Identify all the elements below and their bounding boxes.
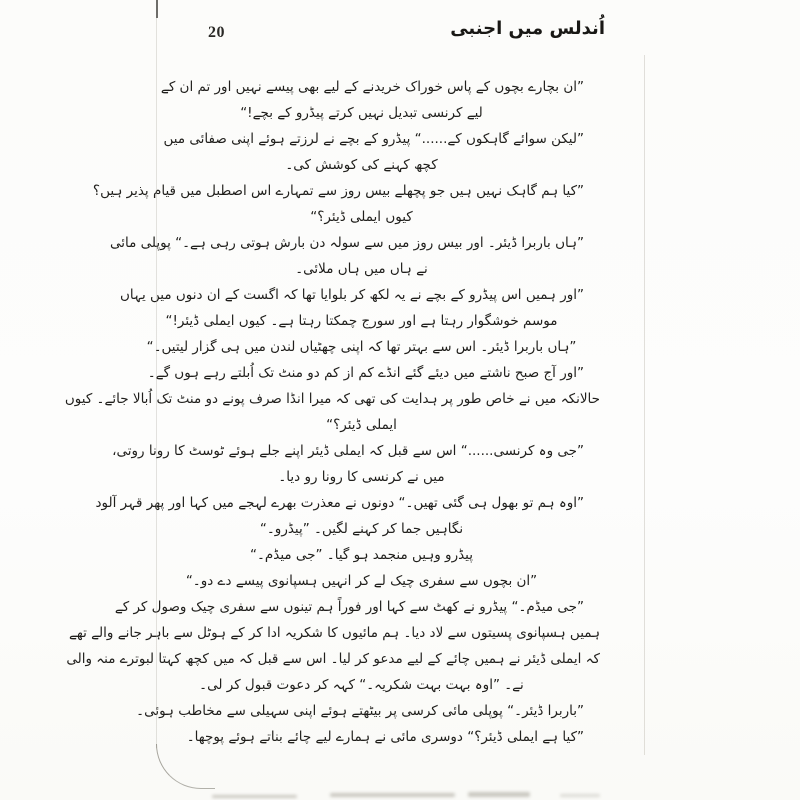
- text-line: نگاہیں جما کر کہنے لگیں۔ ”پیڈرو۔“: [259, 521, 464, 537]
- text-line: کیوں ایملی ڈیئر؟“: [310, 209, 413, 225]
- text-line: ”جی میڈم۔“ پیڈرو نے کھٹ سے کہا اور فوراً ہم تینوں سے سفری چیک وصول کر کے: [114, 599, 584, 615]
- text-line: موسم خوشگوار رہتا ہے اور سورج چمکتا رہتا ہے۔ کیوں ایملی ڈیئر!“: [165, 313, 558, 329]
- text-line: میں نے کرنسی کا رونا رو دیا۔: [278, 469, 445, 485]
- page-body-text: [64, 74, 600, 750]
- text-line: کچھ کہنے کی کوشش کی۔: [285, 157, 438, 173]
- text-line: ”کیا ہے ایملی ڈیئر؟“ دوسری مائی نے ہمارے لیے چائے بناتے ہوئے پوچھا۔: [186, 729, 584, 745]
- text-line: لیے کرنسی تبدیل نہیں کرتے پیڈرو کے بچے!“: [240, 105, 483, 121]
- text-line: ”جی وہ کرنسی......“ اس سے قبل کہ ایملی ڈیئر اپنے جلے ہوئے ٹوسٹ کا رونا روتی،: [112, 443, 584, 459]
- text-line: نے۔ ”اوہ بہت بہت شکریہ۔“ کہہ کر دعوت قبول کر لی۔: [199, 677, 524, 693]
- text-line: ایملی ڈیئر؟“: [326, 417, 397, 433]
- text-line: حالانکہ میں نے خاص طور پر ہدایت کی تھی کہ میرا انڈا صرف پونے دو منٹ تک اُبالا جائے۔ کیوں: [64, 391, 600, 407]
- text-line: ”ہاں باربرا ڈیئر۔ اس سے بہتر تھا کہ اپنی چھٹیاں لندن میں ہی گزار لیتیں۔“: [146, 339, 577, 355]
- page-number: 20: [208, 24, 225, 41]
- text-line: ”اور ہمیں اس پیڈرو کے بچے نے یہ لکھ کر بلوایا تھا کہ اگست کے ان دنوں میں یہاں: [120, 287, 584, 303]
- page-edge-line-left: [156, 18, 157, 748]
- scan-smudge: [212, 795, 297, 798]
- text-line: پیڈرو وہیں منجمد ہو گیا۔ ”جی میڈم۔“: [249, 547, 474, 563]
- text-line: ہمیں ہسپانوی پسیتوں سے لاد دیا۔ ہم مائیوں کا شکریہ ادا کر کے ہوٹل سے باہر جانے والے تھے: [68, 625, 600, 641]
- text-line: کہ ایملی ڈیئر نے ہمیں چائے کے لیے مدعو کر لیا۔ اس سے قبل کہ میں کچھ کہتا لبوترے منہ والی: [66, 651, 600, 667]
- scan-smudge: [560, 794, 600, 797]
- scan-smudge: [468, 792, 530, 797]
- text-line: ”ہاں باربرا ڈیئر۔ اور بیس روز میں سے سولہ دن بارش ہوتی رہی ہے۔“ پوپلی مائی: [109, 235, 584, 251]
- text-line: ”ان بچوں سے سفری چیک لے کر انہیں ہسپانوی پیسے دے دو۔“: [185, 573, 538, 589]
- page-edge-curve-bottom-left: [156, 744, 215, 789]
- book-title-header: اُندلس میں اجنبی: [450, 18, 605, 39]
- scan-smudge: [330, 793, 455, 797]
- text-line: ”کیا ہم گاہک نہیں ہیں جو پچھلے بیس روز سے تمہارے اس اصطبل میں قیام پذیر ہیں؟: [92, 183, 584, 199]
- text-line: ”اور آج صبح ناشتے میں دیئے گئے انڈے کم از کم دو منٹ تک اُبلتے رہے ہوں گے۔: [147, 365, 584, 381]
- text-line: ”لیکن سوائے گاہکوں کے......“ پیڈرو کے بچے نے لرزتے ہوئے اپنی صفائی میں: [163, 131, 584, 147]
- page-edge-tick-top-left: [156, 0, 158, 18]
- page-edge-line-right: [644, 55, 645, 755]
- text-line: ”اوہ ہم تو بھول ہی گئی تھیں۔“ دونوں نے معذرت بھرے لہجے میں کہا اور پھر قہر آلود: [95, 495, 584, 511]
- text-line: ”باربرا ڈیئر۔“ پوپلی مائی کرسی پر بیٹھتے ہوئے اپنی سہیلی سے مخاطب ہوئی۔: [136, 703, 584, 719]
- text-line: نے ہاں میں ہاں ملائی۔: [295, 261, 428, 277]
- text-line: ”ان بچارے بچوں کے پاس خوراک خریدنے کے لیے بھی پیسے نہیں اور تم ان کے: [160, 79, 584, 95]
